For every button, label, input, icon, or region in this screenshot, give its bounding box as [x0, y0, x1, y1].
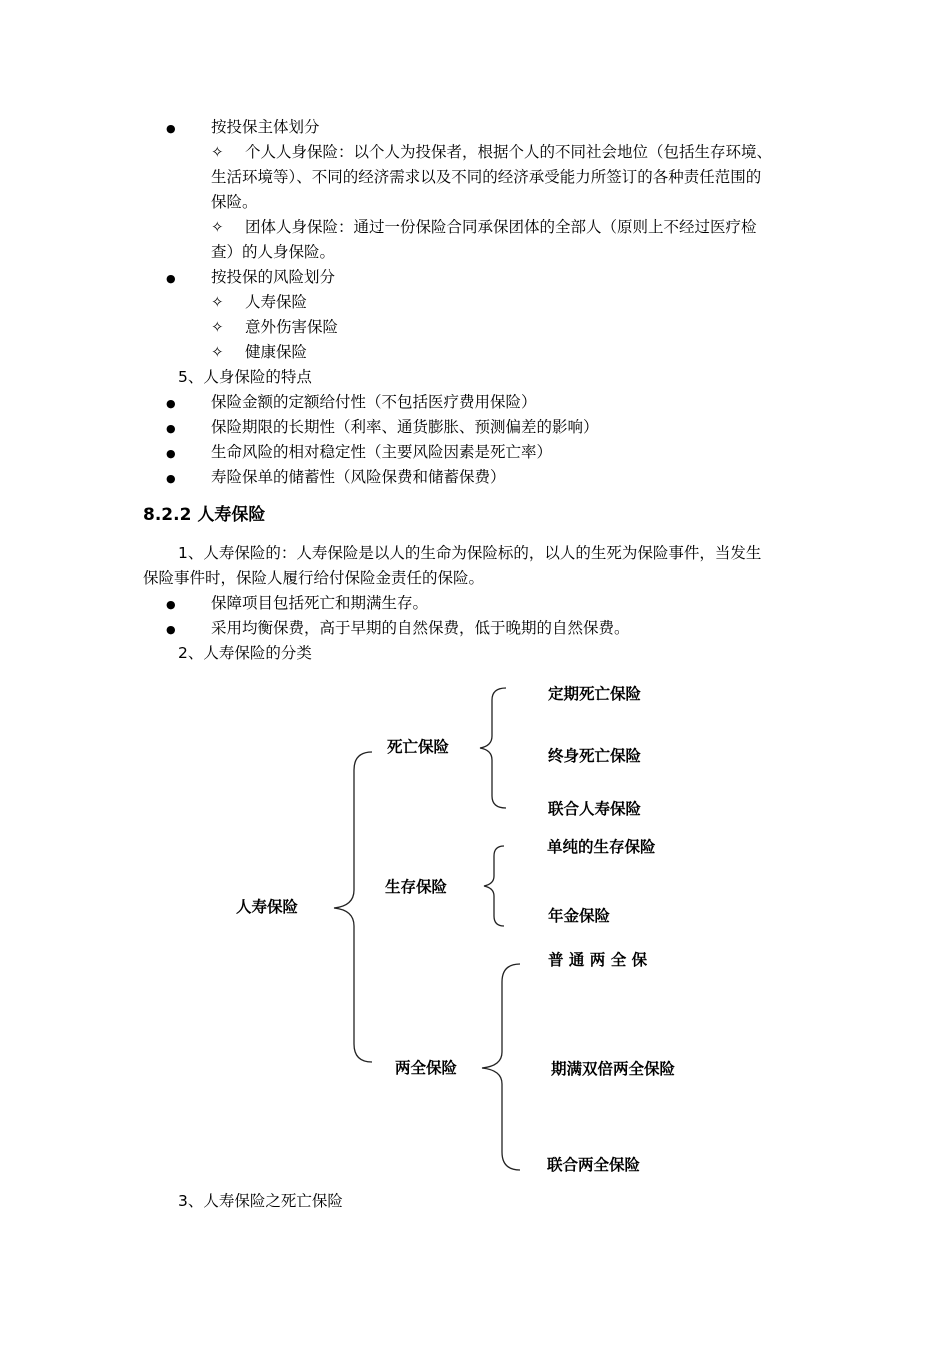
- risk-item-accident: 意外伤害保险: [245, 318, 339, 336]
- life-insurance-definition-line1: 1、人寿保险的：人寿保险是以人的生命为保险标的，以人的生死为保险事件，当发生: [178, 544, 762, 562]
- features-title: 5、人身保险的特点: [178, 368, 312, 386]
- diamond-icon: ✧: [211, 343, 224, 361]
- individual-insurance-line3: 保险。: [211, 193, 258, 211]
- diamond-icon: ✧: [211, 293, 224, 311]
- bullet-dot: ●: [166, 272, 176, 285]
- tree-endowment-child: 期满双倍两全保险: [551, 1060, 676, 1078]
- section-heading: 8.2.2 人寿保险: [143, 505, 266, 525]
- death-insurance-title: 3、人寿保险之死亡保险: [178, 1192, 343, 1210]
- tree-death-label: 死亡保险: [387, 738, 450, 756]
- feature-item: 寿险保单的储蓄性（风险保费和储蓄保费）: [211, 468, 506, 486]
- classification-title: 2、人寿保险的分类: [178, 644, 312, 662]
- bullet-dot: ●: [166, 598, 176, 611]
- survival-brace: [484, 846, 504, 926]
- life-bullet-item: 保障项目包括死亡和期满生存。: [211, 594, 429, 612]
- bullet-dot: ●: [166, 422, 176, 435]
- tree-endowment-child: 联合两全保险: [547, 1156, 641, 1174]
- feature-item: 保险金额的定额给付性（不包括医疗费用保险）: [211, 393, 537, 411]
- diamond-icon: ✧: [211, 143, 224, 161]
- bullet-dot: ●: [166, 472, 176, 485]
- group-insurance-line1: 团体人身保险：通过一份保险合同承保团体的全部人（原则上不经过医疗检: [245, 218, 757, 236]
- subject-division-title: 按投保主体划分: [211, 118, 320, 136]
- risk-item-health: 健康保险: [245, 343, 308, 361]
- endowment-brace: [482, 964, 520, 1170]
- diamond-icon: ✧: [211, 218, 224, 236]
- feature-item: 保险期限的长期性（利率、通货膨胀、预测偏差的影响）: [211, 418, 599, 436]
- bullet-dot: ●: [166, 447, 176, 460]
- risk-item-life: 人寿保险: [245, 293, 308, 311]
- tree-endowment-child: 普 通 两 全 保: [548, 951, 648, 969]
- tree-root-label: 人寿保险: [236, 898, 299, 916]
- group-insurance-line2: 查）的人身保险。: [211, 243, 336, 261]
- life-insurance-definition-line2: 保险事件时，保险人履行给付保险金责任的保险。: [143, 569, 485, 587]
- diamond-icon: ✧: [211, 318, 224, 336]
- feature-item: 生命风险的相对稳定性（主要风险因素是死亡率）: [211, 443, 553, 461]
- tree-death-child: 定期死亡保险: [548, 685, 642, 703]
- individual-insurance-line2: 生活环境等）、不同的经济需求以及不同的经济承受能力所签订的各种责任范围的: [211, 168, 762, 186]
- tree-survival-child: 年金保险: [548, 907, 611, 925]
- individual-insurance-line1: 个人人身保险：以个人为投保者，根据个人的不同社会地位（包括生存环境、: [245, 143, 773, 161]
- tree-survival-label: 生存保险: [385, 878, 448, 896]
- death-brace: [480, 688, 506, 808]
- tree-death-child: 终身死亡保险: [548, 747, 642, 765]
- life-bullet-item: 采用均衡保费，高于早期的自然保费，低于晚期的自然保费。: [211, 619, 630, 637]
- risk-division-title: 按投保的风险划分: [211, 268, 336, 286]
- tree-survival-child: 单纯的生存保险: [547, 838, 656, 856]
- tree-death-child: 联合人寿保险: [548, 800, 642, 818]
- tree-endowment-label: 两全保险: [395, 1059, 458, 1077]
- bullet-dot: ●: [166, 397, 176, 410]
- bullet-dot: ●: [166, 623, 176, 636]
- root-brace: [334, 752, 372, 1062]
- bullet-dot: ●: [166, 122, 176, 135]
